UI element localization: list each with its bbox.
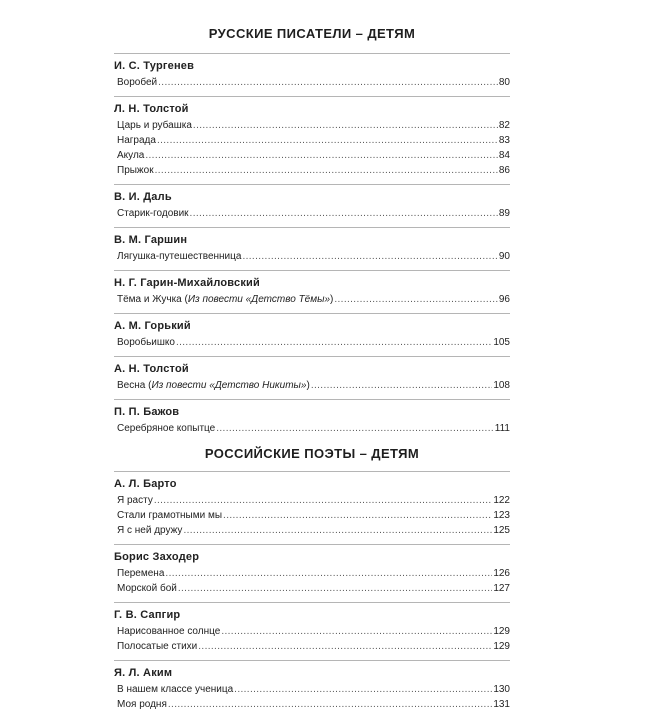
section-russian-writers [114, 26, 510, 436]
toc-entry[interactable] [114, 566, 510, 581]
toc-entry[interactable] [114, 682, 510, 697]
page-number: 80 [498, 77, 510, 88]
toc-entry[interactable] [114, 493, 510, 508]
author-group [114, 399, 510, 436]
section-russian-poets [114, 446, 510, 712]
toc-entry[interactable] [114, 148, 510, 163]
toc-entry[interactable] [114, 639, 510, 654]
section-title: РУССКИЕ ПИСАТЕЛИ – ДЕТЯМ [208, 26, 416, 41]
closing-paren: ) [306, 380, 310, 391]
entry-title [117, 378, 310, 393]
page-number: 82 [498, 120, 510, 131]
page-number: 108 [493, 380, 510, 391]
author-group [114, 184, 510, 221]
entry-title: Морской бой [117, 583, 177, 594]
author-group [114, 270, 510, 307]
dot-leader [311, 378, 493, 393]
entry-title: Старик-годовик [117, 208, 189, 219]
entry-source-note: Из повести «Детство Никиты» [151, 380, 307, 391]
entry-title: Царь и рубашка [117, 120, 192, 131]
dot-leader [216, 421, 494, 436]
author-name: А. Л. Барто [114, 478, 177, 490]
dot-leader [198, 639, 492, 654]
entry-title: Лягушка-путешественница [117, 251, 242, 262]
toc-entry[interactable] [114, 75, 510, 90]
author-name: Г. В. Сапгир [114, 609, 181, 621]
dot-leader [157, 133, 498, 148]
dot-leader [165, 566, 492, 581]
dot-leader [221, 624, 492, 639]
dot-leader [234, 682, 492, 697]
author-name: А. М. Горький [114, 320, 191, 332]
entry-title: В нашем классе ученица [117, 684, 234, 695]
dot-leader [158, 75, 498, 90]
toc-entry[interactable] [114, 523, 510, 538]
author-name: Борис Заходер [114, 551, 200, 563]
page-number: 96 [498, 294, 510, 305]
entry-title: Воробей [117, 77, 158, 88]
entry-title-main: Весна ( [117, 380, 152, 391]
author-group [114, 227, 510, 264]
entry-title: Я расту [117, 495, 153, 506]
entry-title: Полосатые стихи [117, 641, 198, 652]
closing-paren: ) [330, 294, 334, 305]
entry-title [117, 292, 333, 307]
table-of-contents [114, 26, 510, 718]
entry-title: Серебряное копытце [117, 423, 216, 434]
dot-leader [183, 523, 492, 538]
toc-entry[interactable] [114, 378, 510, 393]
page-number: 83 [498, 135, 510, 146]
author-group [114, 544, 510, 596]
toc-entry[interactable] [114, 421, 510, 436]
author-name: В. М. Гаршин [114, 234, 188, 246]
page-number: 130 [493, 684, 510, 695]
toc-entry[interactable] [114, 292, 510, 307]
toc-entry[interactable] [114, 335, 510, 350]
author-name: Я. Л. Аким [114, 667, 173, 679]
page-number: 123 [493, 510, 510, 521]
author-group [114, 96, 510, 178]
entry-source-note: Из повести «Детство Тёмы» [187, 294, 331, 305]
toc-entry[interactable] [114, 118, 510, 133]
author-name: Л. Н. Толстой [114, 103, 189, 115]
page-number: 126 [493, 568, 510, 579]
section-title: РОССИЙСКИЕ ПОЭТЫ – ДЕТЯМ [204, 446, 420, 461]
page-number: 90 [498, 251, 510, 262]
dot-leader [190, 206, 498, 221]
toc-entry[interactable] [114, 697, 510, 712]
page-number: 89 [498, 208, 510, 219]
author-name: А. Н. Толстой [114, 363, 189, 375]
entry-title: Моя родня [117, 699, 167, 710]
page-number: 129 [493, 641, 510, 652]
page-number: 131 [493, 699, 510, 710]
author-group [114, 602, 510, 654]
toc-entry[interactable] [114, 133, 510, 148]
entry-title: Акула [117, 150, 145, 161]
dot-leader [176, 335, 492, 350]
dot-leader [223, 508, 492, 523]
author-group [114, 471, 510, 538]
toc-entry[interactable] [114, 624, 510, 639]
entry-title: Нарисованное солнце [117, 626, 221, 637]
page-number: 125 [493, 525, 510, 536]
entry-title: Воробьишко [117, 337, 175, 348]
page-number: 105 [493, 337, 510, 348]
entry-title-main: Тёма и Жучка ( [117, 294, 188, 305]
entry-title: Я с ней дружу [117, 525, 183, 536]
page-number: 122 [493, 495, 510, 506]
author-name: П. П. Бажов [114, 406, 180, 418]
author-name: И. С. Тургенев [114, 60, 195, 72]
author-name: В. И. Даль [114, 191, 172, 203]
toc-entry[interactable] [114, 508, 510, 523]
toc-entry[interactable] [114, 581, 510, 596]
author-group [114, 53, 510, 90]
author-group [114, 660, 510, 712]
page-number: 84 [498, 150, 510, 161]
entry-title: Перемена [117, 568, 165, 579]
entry-title: Стали грамотными мы [117, 510, 223, 521]
author-group [114, 356, 510, 393]
page-number: 129 [493, 626, 510, 637]
dot-leader [145, 148, 498, 163]
dot-leader [334, 292, 498, 307]
toc-entry[interactable] [114, 163, 510, 178]
dot-leader [242, 249, 497, 264]
toc-entry[interactable] [114, 249, 510, 264]
dot-leader [154, 493, 492, 508]
entry-title: Награда [117, 135, 156, 146]
dot-leader [168, 697, 492, 712]
toc-entry[interactable] [114, 206, 510, 221]
dot-leader [155, 163, 498, 178]
page-number: 127 [493, 583, 510, 594]
entry-title: Прыжок [117, 165, 154, 176]
dot-leader [178, 581, 492, 596]
author-group [114, 313, 510, 350]
page-number: 111 [494, 423, 510, 434]
page-number: 86 [498, 165, 510, 176]
author-name: Н. Г. Гарин-Михайловский [114, 277, 260, 289]
dot-leader [193, 118, 498, 133]
